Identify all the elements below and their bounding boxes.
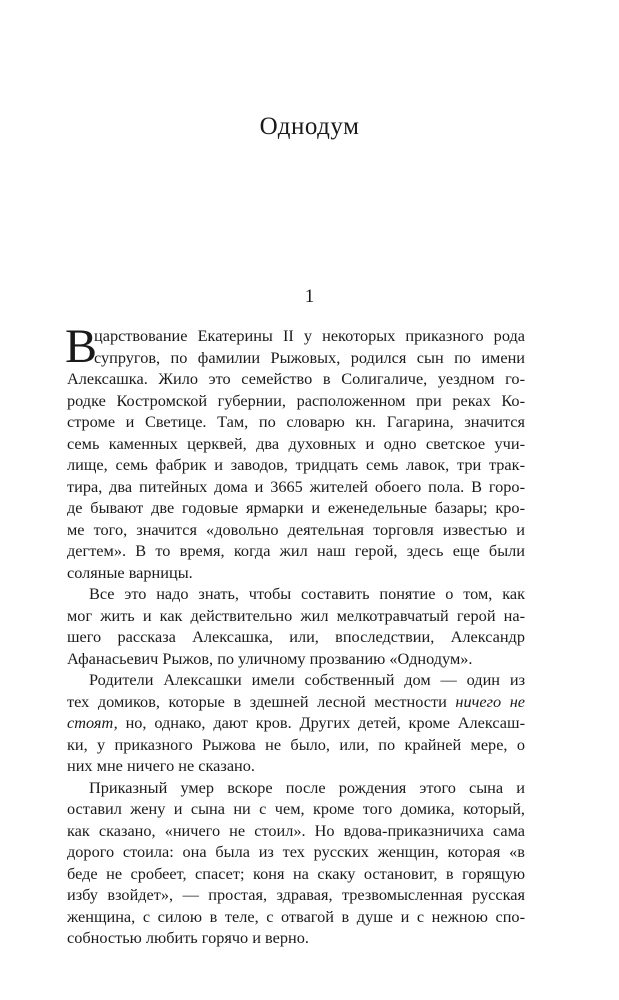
text-line: мог жить и как действительно жил мелкотравчатый герой на- (67, 605, 525, 625)
text-line (67, 712, 525, 734)
text-line: родке Костромской губернии, расположенном при реках Ко- (67, 390, 525, 410)
text-line: дорого стоила: она была из тех русских женщин, которая «в (67, 842, 525, 861)
text-line: лище, семь фабрик и заводов, тридцать семь лавок, три трак- (67, 455, 525, 474)
text-line: собностью любить горячо и верно. (67, 928, 309, 947)
text-line: Алексашка. Жило это семейство в Солигаличе, уездном го- (67, 369, 525, 388)
italic-fragment: ничего не (455, 691, 526, 711)
chapter-number: 1 (304, 286, 315, 307)
text-line: оставил жену и сына ни с чем, кроме того домика, который, (67, 799, 525, 818)
text-line: избу взойдет», — простая, здравая, трезвомысленная русская (67, 885, 525, 904)
text-line: строме и Светице. Там, по словарю кн. Гагарина, значится (67, 412, 525, 431)
text-line (67, 691, 525, 713)
text-line: Афанасьевич Рыжов, по уличному прозванию «Однодум». (67, 648, 473, 668)
text-fragment: но, однако, дают кров. Других детей, кроме Алексаш- (125, 713, 525, 732)
text-line: ки, у приказного Рыжова не было, или, по крайней мере, о (67, 734, 525, 754)
text-line: тира, два питейных дома и 3665 жителей обоего пола. В горо- (67, 476, 525, 496)
text-line: супругов, по фамилии Рыжовых, родился сын по имени (94, 347, 525, 367)
page-title: Однодум (259, 113, 360, 140)
text-line: беде не сробеет, спасет; коня на скаку остановит, в горящую (67, 863, 525, 883)
body-text (65, 320, 526, 949)
italic-fragment: стоят, (67, 713, 118, 732)
text-line: шего рассказа Алексашка, или, впоследствии, Александр (67, 627, 525, 646)
text-line: Приказный умер вскоре после рождения этого сына и (89, 777, 525, 797)
text-line: них мне ничего не сказано. (67, 756, 255, 775)
text-line: Все это надо знать, чтобы составить понятие о том, как (89, 584, 525, 603)
text-line: царствование Екатерины II у некоторых приказного рода (94, 326, 525, 345)
text-line: дегтем». В то время, когда жил наш герой, здесь еще были (67, 541, 525, 560)
text-line: ме того, значится «довольно деятельная торговля известью и (67, 519, 525, 539)
text-line: семь каменных церквей, два духовных и одно светское учи- (67, 433, 525, 453)
text-line: де бывают две годовые ярмарки и еженедельные базары; кро- (67, 498, 525, 517)
text-line: женщина, с силою в теле, с отвагой в душе и с нежною спо- (67, 906, 525, 926)
text-line: Родители Алексашки имели собственный дом — один из (89, 670, 525, 689)
drop-cap: В (65, 320, 98, 373)
text-line: как сказано, «ничего не стоил». Но вдова-приказничиха сама (67, 820, 525, 840)
text-fragment: тех домиков, которые в здешней лесной местности (67, 691, 447, 711)
text-line: соляные варницы. (67, 562, 193, 582)
